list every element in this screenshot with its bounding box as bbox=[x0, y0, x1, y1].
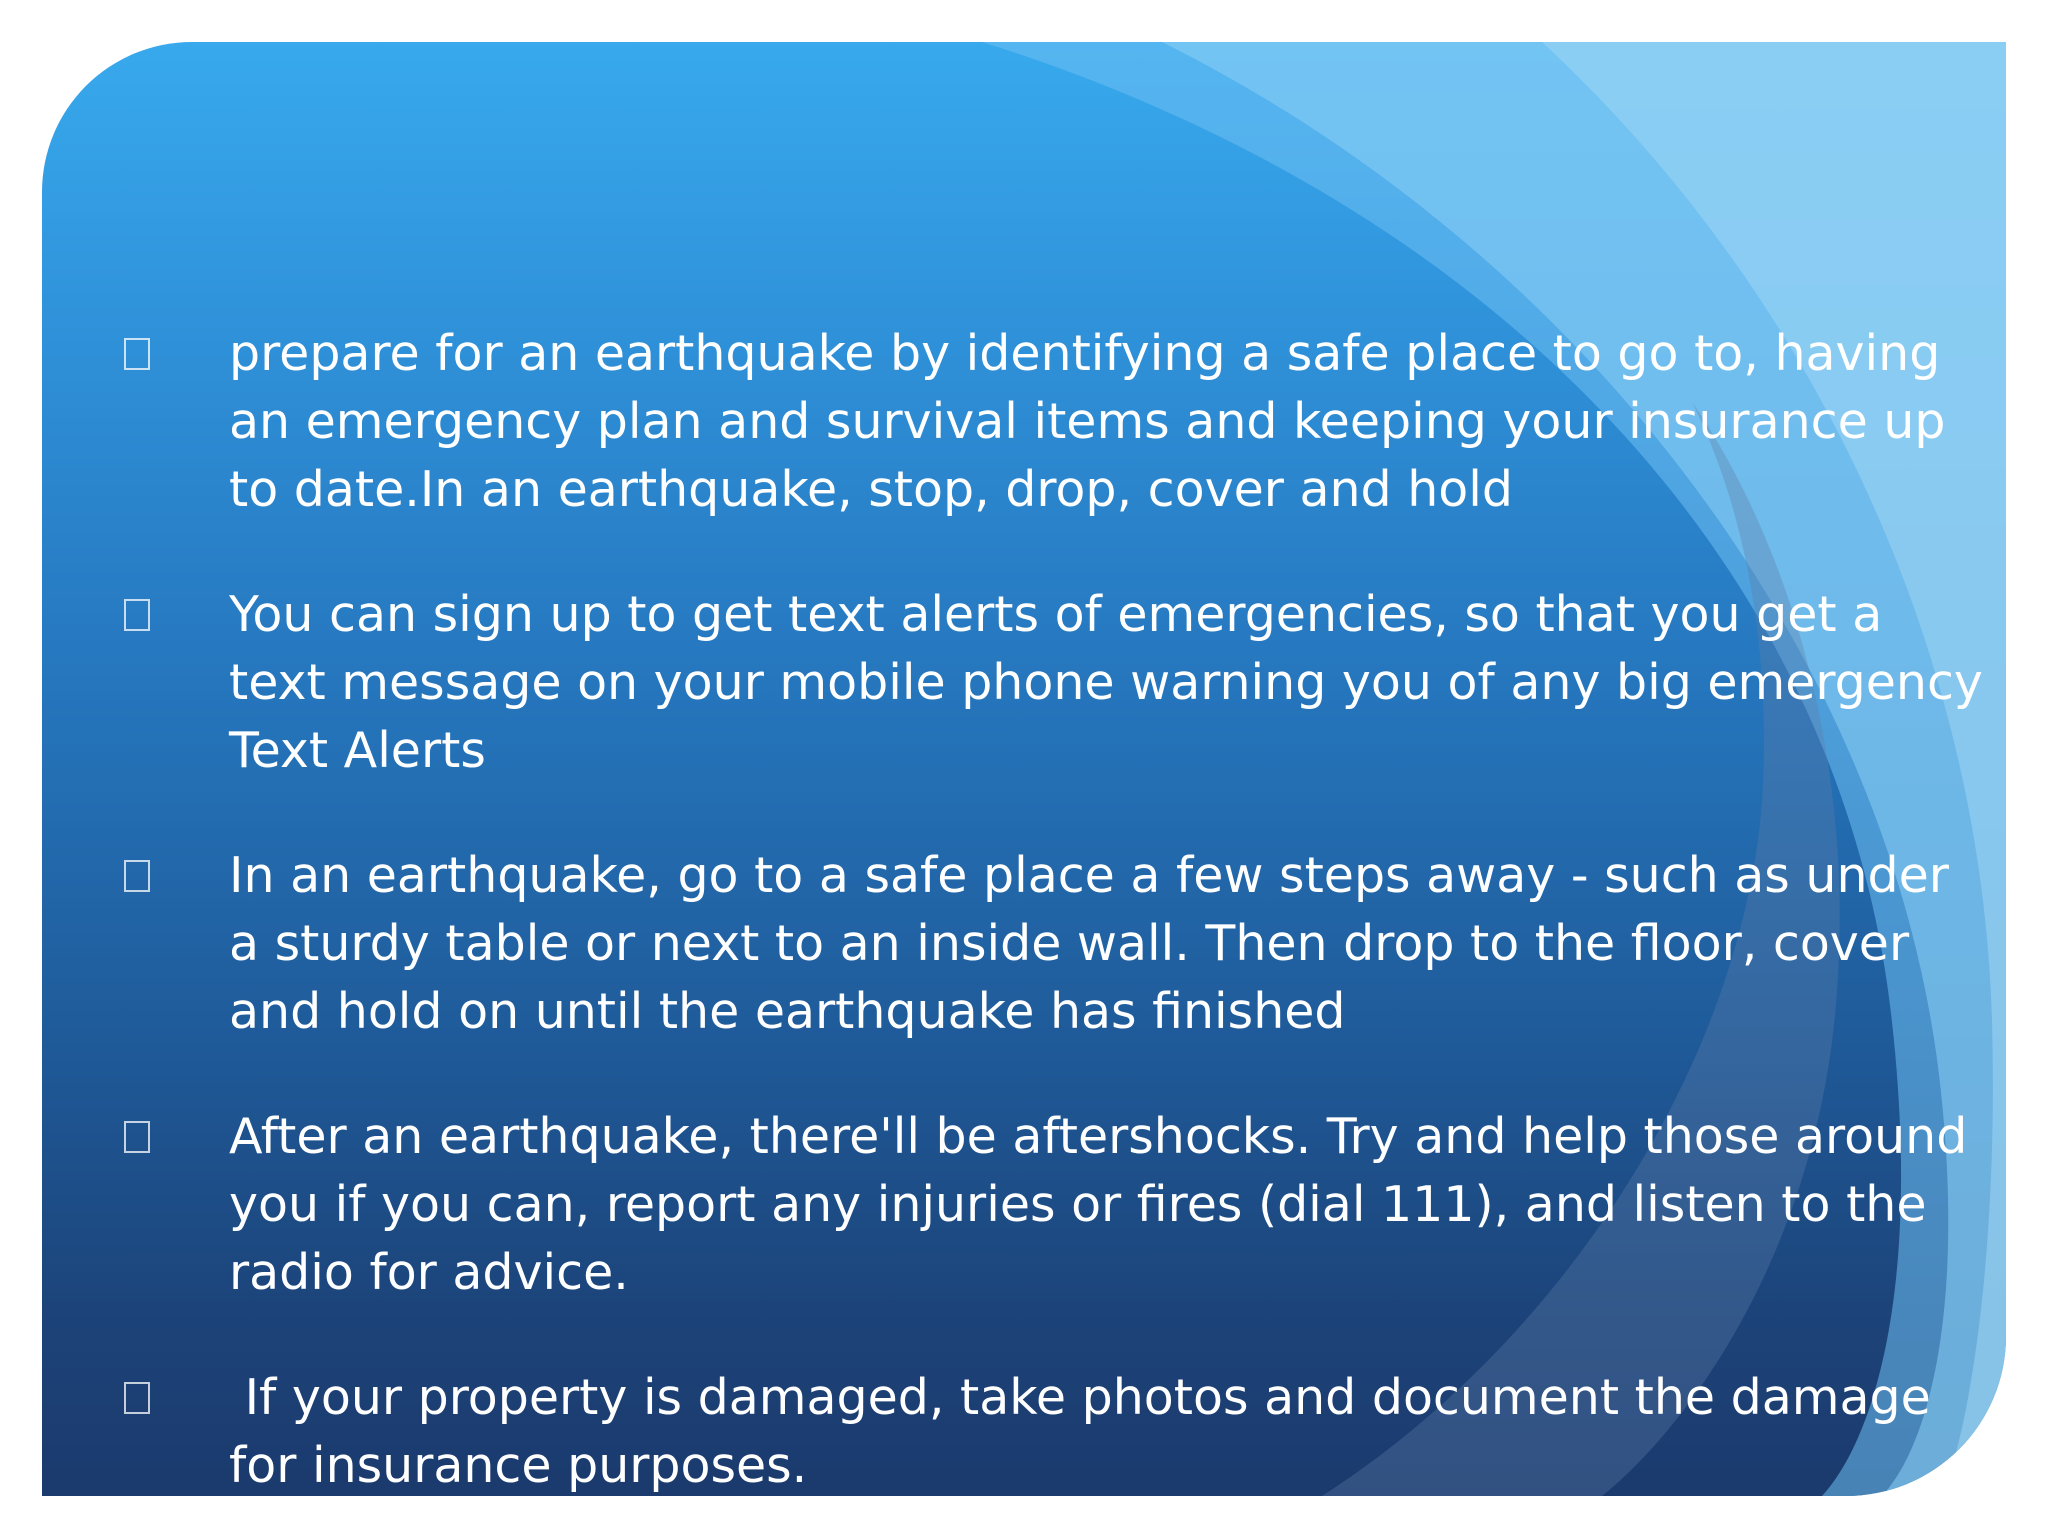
bullet-text: prepare for an earthquake by identifying a safe place to go to, having an emergency plan and survival items and keeping your insurance up to date.In an earthquake, stop, drop, cover and hold bbox=[229, 325, 1946, 518]
empty-box-bullet-icon bbox=[124, 599, 150, 631]
bullet-item bbox=[124, 1364, 1984, 1496]
bullet-text: You can sign up to get text alerts of emergencies, so that you get a text message on your mobile phone warning you of any big emergency Text Alerts bbox=[229, 586, 1983, 779]
bullet-list bbox=[124, 320, 1984, 1496]
empty-box-bullet-icon bbox=[124, 1121, 150, 1153]
bullet-item bbox=[124, 581, 1984, 785]
empty-box-bullet-icon bbox=[124, 860, 150, 892]
bullet-text: If your property is damaged, take photos and document the damage for insurance purposes. bbox=[229, 1369, 1947, 1494]
bullet-item bbox=[124, 1103, 1984, 1307]
empty-box-bullet-icon bbox=[124, 338, 150, 370]
bullet-item bbox=[124, 320, 1984, 524]
bullet-item bbox=[124, 842, 1984, 1046]
slide bbox=[42, 42, 2006, 1496]
bullet-text: After an earthquake, there'll be aftershocks. Try and help those around you if you can, report any injuries or fires (dial 111), and listen to the radio for advice. bbox=[229, 1108, 1968, 1301]
empty-box-bullet-icon bbox=[124, 1382, 150, 1414]
bullet-text: In an earthquake, go to a safe place a few steps away - such as under a sturdy table or next to an inside wall. Then drop to the floor, cover and hold on until the earthquake has finished bbox=[229, 847, 1949, 1040]
